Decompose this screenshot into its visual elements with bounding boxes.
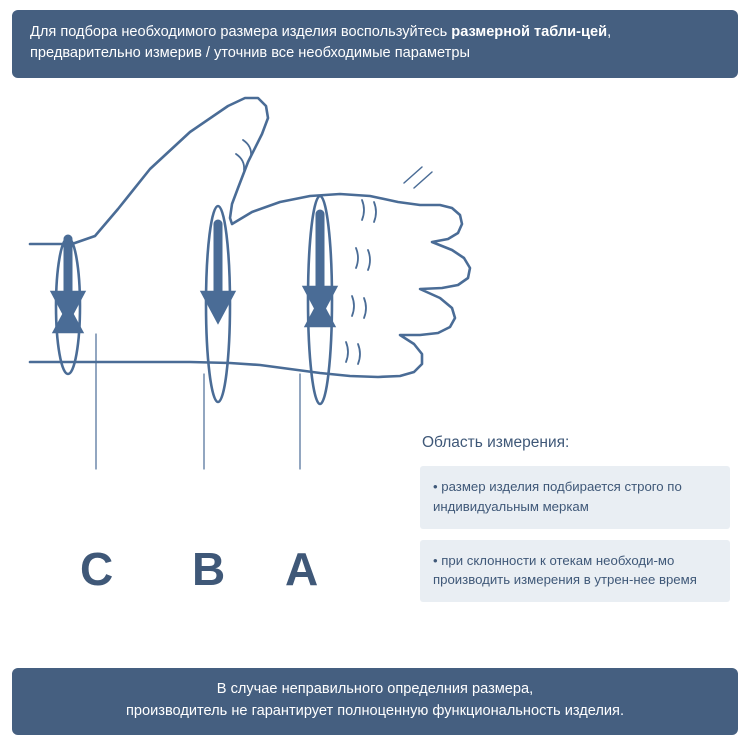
letter-a: A <box>285 543 319 595</box>
little-finger-crease-b <box>358 344 360 364</box>
bottom-banner-line-1: В случае неправильного определния размера, <box>216 681 534 697</box>
index-finger-crease-c <box>404 167 422 183</box>
top-banner-highlight: размерной табли-цей <box>451 24 608 40</box>
info-note-1: • размер изделия подбирается строго по индивидуальным меркам <box>420 466 730 529</box>
letter-c: C <box>80 543 114 595</box>
ring-finger-crease-b <box>364 298 366 318</box>
bottom-banner-line-2: производитель не гарантирует полноценную функциональность изделия. <box>125 702 625 719</box>
index-finger-crease-a <box>362 200 364 220</box>
arrow-c-head-up <box>54 306 82 332</box>
thumb-crease-2 <box>236 154 244 170</box>
index-finger-crease-d <box>414 172 432 188</box>
letter-b: B <box>192 543 226 595</box>
measurement-letters <box>0 543 420 606</box>
info-panel-title: Область измерения: <box>422 434 570 451</box>
info-note-2: • при склонности к отекам необходи-мо производить измерения в утрен-нее время <box>420 540 730 603</box>
bottom-warning-banner <box>12 668 738 735</box>
ring-finger-crease-a <box>352 296 354 316</box>
middle-finger-crease-b <box>368 250 370 270</box>
middle-finger-crease-a <box>356 248 358 268</box>
little-finger-crease-a <box>346 342 348 362</box>
index-finger-crease-b <box>374 202 376 222</box>
measurement-info-panel <box>420 434 730 613</box>
thumb-crease <box>243 140 251 156</box>
arrow-a-head-up <box>306 300 334 326</box>
top-banner-text-before: Для подбора необходимого размера изделия воспользуйтесь <box>30 24 452 40</box>
top-instruction-banner <box>12 10 738 78</box>
top-banner-text-after: , предварительно измерив / уточнив все необходимые параметры <box>30 24 612 62</box>
